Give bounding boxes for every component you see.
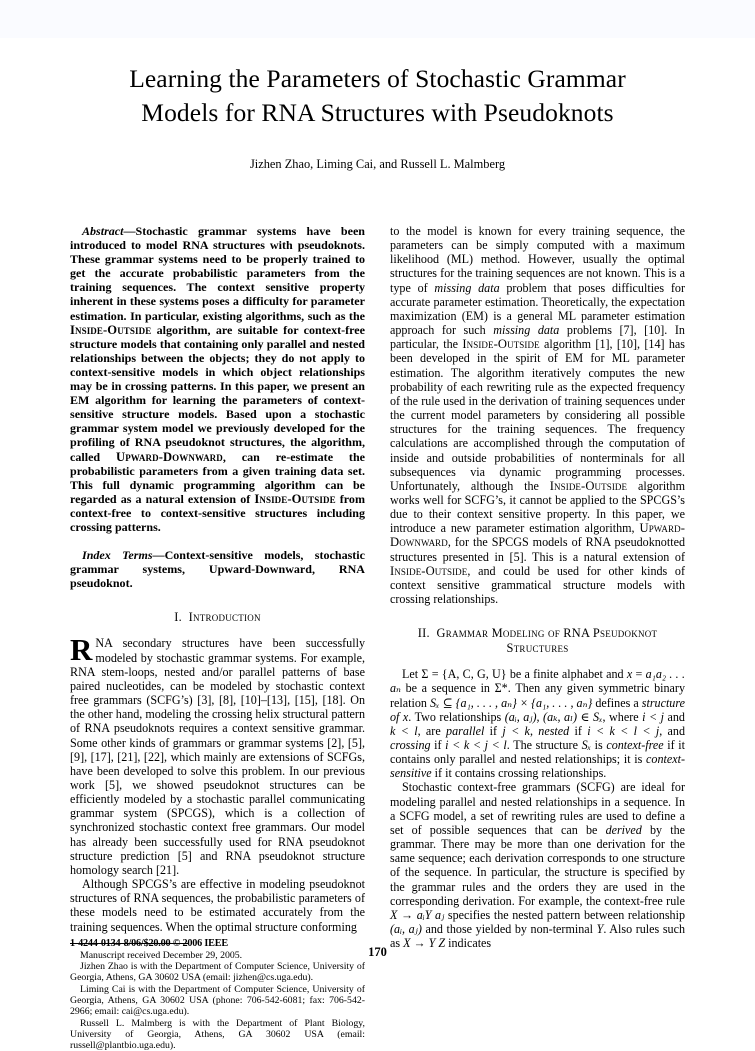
right-paragraph-2 <box>390 667 685 780</box>
rp3-m4: X → Y Z <box>403 936 445 950</box>
section-number-1: I. <box>174 610 182 624</box>
section-title-1: Introduction <box>189 610 261 624</box>
rp1-text-f: , for the SPCGS models of RNA pseudoknotted structures presented in [5]. This is a natural extension of <box>390 535 685 563</box>
rp3-t4: and those yielded by non-terminal <box>422 922 597 936</box>
rp2-t6: . Then any given symmetric binary relation <box>390 681 685 709</box>
abstract-smallcaps-1: Inside-Outside <box>70 323 151 337</box>
intro-paragraph-1 <box>70 636 365 877</box>
right-paragraph-1 <box>390 224 685 606</box>
rp2-t5: be a sequence in <box>401 681 495 695</box>
rp2-t17: . The structure <box>507 738 582 752</box>
index-terms-text: Context-sensitive models, stochastic grammar systems, Upward-Downward, RNA pseudoknot. <box>70 548 365 590</box>
rp2-m5: Σ* <box>495 681 508 695</box>
footnote-author-2: Liming Cai is with the Department of Computer Science, University of Georgia, Athens, GA 30602 USA (phone: 706-542-6081; fax: 706-542-2966; email: cai@cs.uga.edu). <box>70 984 365 1018</box>
rp2-i3: nested <box>538 724 569 738</box>
author-list: Jizhen Zhao, Liming Cai, and Russell L. Malmberg <box>70 156 685 172</box>
abstract-smallcaps-3: Inside-Outside <box>254 492 335 506</box>
rp1-italic-2: missing data <box>493 323 559 337</box>
rp1-text-a: to the model is known for every training sequence, the parameters can be simply computed with a maximum likelihood (ML) method. However, usually the optimal structures for the training sequences are not known. This is a type of <box>390 224 685 295</box>
rp3-t1: Stochastic context-free grammars (SCFG) are ideal for modeling parallel and nested relationships in a sequence. In a SCFG model, a set of rewriting rules are used to define a set of possible sequences that can be <box>390 780 685 836</box>
rp2-t4: = <box>632 667 645 681</box>
title-line-1: Learning the Parameters of Stochastic Grammar <box>70 62 685 96</box>
rp3-m2: (aᵢ, aⱼ) <box>390 922 422 936</box>
right-column <box>390 224 685 1051</box>
rp2-t3: be a finite alphabet and <box>507 667 627 681</box>
rp2-t7: defines a <box>592 696 641 710</box>
rp2-m12: i < k < j < l <box>445 738 507 752</box>
intro-paragraph-1-text: NA secondary structures have been successfully modeled by stochastic grammar systems. For example, RNA stem-loops, nested and/or parallel patterns of base paired nucleotides, can be modeled by stochastic context free grammars (SCFG’s) [3], [8], [10]–[13], [15], [18]. On the other hand, modeling the crossing helix structural pattern of RNA pseudoknots requires a context sensitive grammar. Some other kinds of grammars or grammar systems [2], [5], [9], [17], [21], [22], which mainly are extensions of SCFGs, have been developed to solve this problem. In our previous work [5], we showed pseudoknot structures can be efficiently modeled by a stochastic parallel communicating grammar system (SPCGS), which is a collection of synchronized stochastic context free grammars. Our model has already been successfully used for RNA pseudoknot structure prediction [5] and RNA pseudoknot structure homology search [21]. <box>70 636 365 877</box>
rp2-m8: i < j <box>642 710 664 724</box>
abstract-paragraph <box>70 224 365 534</box>
rp2-m13: Sₓ <box>582 738 591 752</box>
footnote-author-3: Russell L. Malmberg is with the Department of Plant Biology, University of Georgia, Athens, GA 30602 USA (email: russell@plantbio.uga.edu). <box>70 1018 365 1051</box>
section-heading-line-2: Structures <box>390 641 685 656</box>
intro-paragraph-2: Although SPCGS’s are effective in modeling pseudoknot structures of RNA sequences, the probabilistic parameters of these models need to be estimated accurately from the training sequences. When the optimal structure conforming <box>70 877 365 934</box>
rp2-m3: x <box>627 667 632 681</box>
rp1-smallcaps-1: Inside-Outside <box>462 337 539 351</box>
rp2-t16: if <box>431 738 446 752</box>
section-heading-introduction <box>70 610 365 625</box>
page-footer <box>70 938 685 968</box>
abstract-smallcaps-2: Upward-Downward <box>116 450 223 464</box>
rp1-text-d: algorithm [1], [10], [14] has been developed in the spirit of EM for ML parameter estimation. The algorithm iteratively computes the new probability of each rewriting rule as the expected frequency of the rule used in the derivation of training sequences under the current model parameters by considering all possible structures for the training sequences. The frequency calculations are accomplished through the computation of inside and outside probabilities of nonterminals for all subsequences via dynamic programming processes. Unfortunately, although the <box>390 337 685 493</box>
rp2-m6: Sₓ ⊆ {a₁, . . . , aₙ} × {a₁, . . . , aₙ} <box>430 696 592 710</box>
left-column <box>70 224 365 1051</box>
rp1-smallcaps-3: Upward-Downward <box>390 521 685 549</box>
page-title <box>70 62 685 130</box>
rp1-text-g: , and could be used for other kinds of context sensitive grammatical structure models with crossing relationships. <box>390 564 685 606</box>
rp2-t14: if <box>569 724 587 738</box>
rp2-t2: = <box>428 667 441 681</box>
rp2-m4: a₁a₂ . . . aₙ <box>390 667 685 695</box>
page-number: 170 <box>70 945 685 960</box>
rp2-i2: parallel <box>446 724 484 738</box>
rp1-text-e: algorithm works well for SCFG’s, it cannot be applied to the SPCGS’s due to their context sensitive property. In this paper, we introduce a new parameter estimation algorithm, <box>390 479 685 535</box>
rp2-m2: {A, C, G, U} <box>442 667 507 681</box>
rp1-smallcaps-4: Inside-Outside <box>390 564 467 578</box>
rp2-m10: j < k <box>502 724 530 738</box>
rp2-i1: structure of x <box>390 696 685 724</box>
rp3-m3: Y <box>597 922 604 936</box>
abstract-label: Abstract <box>82 224 124 238</box>
rp2-t19: if it contains only parallel and nested relationships; it is <box>390 738 685 766</box>
rp2-t15: , and <box>659 724 685 738</box>
rp2-t10: and <box>664 710 685 724</box>
rp2-i4: crossing <box>390 738 431 752</box>
rp3-t2: by the grammar. There may be more than one derivation for the same sequence; each derivation corresponds to one structure of the sequence. In particular, the structure is specified by the grammar rules and the orders they are used in the corresponding derivation. For example, the context-free rule <box>390 823 685 908</box>
rp2-m7: (aᵢ, aⱼ), (aₖ, aₗ) ∈ Sₓ <box>505 710 603 724</box>
abstract-text-2: algorithm, are suitable for context-free structure models that containing only parallel and nested relationships between the objects; they do not apply to context-sensitive models in which object relationships may be in crossing patterns. In this paper, we present an EM algorithm for learning the parameters of context-sensitive structure models. Based upon a stochastic grammar system model we previously developed for the profiling of RNA pseudoknot structures, the algorithm, called <box>70 323 365 464</box>
rp2-t20: if it contains crossing relationships. <box>432 766 607 780</box>
abstract-text-1: Stochastic grammar systems have been introduced to model RNA structures with pseudoknots. These grammar systems need to be properly trained to get the accurate probabilistic parameters from the training sequences. The context sensitive property inherent in these systems poses a difficulty for parameter estimation. In particular, existing algorithms, such as the <box>70 224 365 323</box>
rp1-text-c: problems [7], [10]. In particular, the <box>390 323 685 351</box>
page-content <box>70 0 685 1051</box>
section-number-2: II. <box>418 626 430 640</box>
rp3-t3: specifies the nested pattern between relationship <box>444 908 685 922</box>
rp2-t8: . Two relationships <box>408 710 504 724</box>
rp1-smallcaps-2: Inside-Outside <box>550 479 627 493</box>
abstract-dash: — <box>124 224 136 238</box>
rp2-t9: , where <box>603 710 643 724</box>
abstract-text-4: from context-free to context-sensitive structures including crossing patterns. <box>70 492 365 534</box>
rp3-m1: X → aᵢY aⱼ <box>390 908 444 922</box>
rp1-italic-1: missing data <box>434 281 499 295</box>
footnote-author-1: Jizhen Zhao is with the Department of Computer Science, University of Georgia, Athens, GA 30602 USA (email: jizhen@cs.uga.edu). <box>70 961 365 984</box>
drop-cap-letter: R <box>70 636 95 662</box>
rp2-m1: Σ <box>421 667 428 681</box>
rp2-m11: i < k < l < j <box>587 724 659 738</box>
rp3-t6: indicates <box>445 936 491 950</box>
rp2-i5: context-free <box>606 738 663 752</box>
rp2-m9: k < l <box>390 724 418 738</box>
rp2-t1: Let <box>402 667 421 681</box>
title-line-2: Models for RNA Structures with Pseudoknots <box>70 96 685 130</box>
copyright-line: 1-4244-0134-8/06/$20.00 © 2006 IEEE <box>70 938 228 949</box>
abstract-text-3: , can re-estimate the probabilistic parameters from a given training data set. This full dynamic programming algorithm can be regarded as a natural extension of <box>70 450 365 506</box>
rp2-t18: is <box>591 738 606 752</box>
right-paragraph-3 <box>390 780 685 950</box>
rp3-i1: derived <box>606 823 642 837</box>
rp2-t13: , <box>530 724 538 738</box>
rp3-t5: . Also rules such as <box>390 922 685 950</box>
index-terms-paragraph <box>70 548 365 590</box>
section-heading-line-1 <box>390 626 685 641</box>
rp2-t12: if <box>484 724 502 738</box>
rp1-text-b: problem that poses difficulties for accurate parameter estimation. Theoretically, the expectation maximization (EM) is a general ML parameter estimation approach for such <box>390 281 685 337</box>
rp2-i6: context-sensitive <box>390 752 685 780</box>
index-terms-dash: — <box>153 548 165 562</box>
two-column-body <box>70 224 685 1051</box>
index-terms-label: Index Terms <box>82 548 153 562</box>
section-heading-grammar-modeling <box>390 626 685 656</box>
rp2-t11: , are <box>418 724 446 738</box>
footnote-manuscript-date: Manuscript received December 29, 2005. <box>70 950 365 961</box>
section-title-2-line1: Grammar Modeling of RNA Pseudoknot <box>437 626 658 640</box>
